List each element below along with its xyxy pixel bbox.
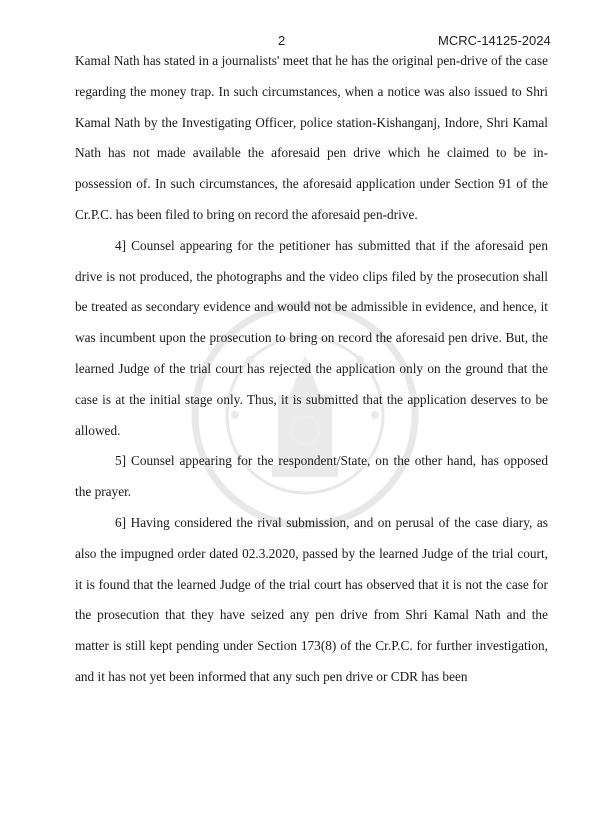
paragraph-continuation: Kamal Nath has stated in a journalists' meet that he has the original pen-drive of the case regarding the money trap. In such circumstances, when a notice was also issued to Shri Kamal Nath by the Investigating Officer, police station-Kishanganj, Indore, Shri Kamal Nath has not made available the aforesaid pen drive which he claimed to be in-possession of. In such circumstances, the aforesaid application under Section 91 of the Cr.P.C. has been filed to bring on record the aforesaid pen-drive.: [75, 53, 548, 222]
case-number: MCRC-14125-2024: [438, 33, 551, 48]
paragraph-5: 5] Counsel appearing for the respondent/State, on the other hand, has opposed the prayer.: [75, 453, 548, 500]
paragraph-6: 6] Having considered the rival submission, and on perusal of the case diary, as also the impugned order dated 02.3.2020, passed by the learned Judge of the trial court, it is found that the learned Judge of the trial court has observed that it is not the case for the prosecution that they have seized any pen drive from Shri Kamal Nath and the matter is still kept pending under Section 173(8) of the Cr.P.C. for further investigation, and it has not yet been informed that any such pen drive or CDR has been: [75, 514, 548, 684]
paragraph-4: 4] Counsel appearing for the petitioner has submitted that if the aforesaid pen drive is not produced, the photographs and the video clips filed by the prosecution shall be treated as secondary evidence and would not be admissible in evidence, and hence, it was incumbent upon the prosecution to bring on record the aforesaid pen drive. But, the learned Judge of the trial court has rejected the application only on the ground that the case is at the initial stage only. Thus, it is submitted that the application deserves to be allowed.: [75, 237, 548, 438]
document-body: [75, 46, 548, 693]
page-number: 2: [278, 33, 286, 48]
